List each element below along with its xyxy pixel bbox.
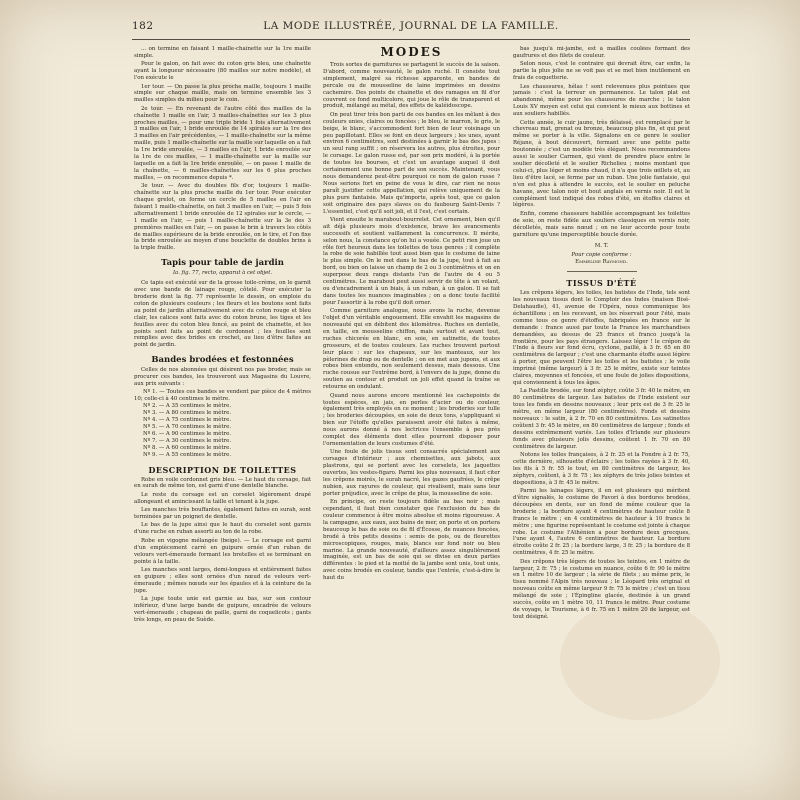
section-divider bbox=[567, 271, 637, 272]
paragraph: Robe en voile cordonnet gris bleu. — Le haut du corsage, fait en surah de même ton, est garni d'une dentelle blanche. bbox=[134, 476, 311, 490]
signature-note: Pour copie conforme : bbox=[571, 252, 632, 259]
paragraph: En principe, on reste toujours fidèle au bas noir ; mais cependant, il faut bien constater que l'exclusion du bas de couleur commence à être moins absolue et moins rigoureuse. A la campagne, aux eaux, aux bains de mer, on porte et on portera beaucoup le bas de soie ou de fil d'Écosse, de nuances foncées, brodé à très petits dessins : semis de pois, ou de fleurettes microscopiques, rouges, mais, blancs sur fond noir ou bleu marine. La grande nouveauté, d'ailleurs assez singulièrement imaginée, est un bas de soie qui se divise en deux parties différentes : le pied et la moitié de la jambe sont unis, tout unis, avec coins brodés en couleur, tandis que l'entrée, c'est-à-dire le haut du bbox=[323, 499, 500, 582]
signature-name: Emmeline Raymond. bbox=[575, 259, 628, 266]
paragraph: Les manches sont larges, demi-longues et entièrement faites en guipure ; elles sont ornées d'un nœud de velours vert-émeraude ; mêmes nœuds sur les épaules et à la ceinture de la jupe. bbox=[134, 566, 311, 594]
paragraph: bas jusqu'à mi-jambe, est à mailles coulées formant des gaufrures et des filets de couleur. bbox=[513, 46, 690, 59]
header-rule bbox=[132, 39, 690, 40]
modes-heading: MODES bbox=[380, 46, 443, 59]
running-title: LA MODE ILLUSTRÉE, JOURNAL DE LA FAMILLE. bbox=[263, 20, 559, 32]
column-right bbox=[513, 46, 690, 792]
signature-initials: M. T. bbox=[594, 243, 609, 250]
paragraph: Les crêpons légers, les toiles, les batistes de l'Inde, tels sont les nouveaux tissus dont le Comptoir des Indes (maison Bisé-Delahaudie), 41, avenue de l'Opéra, nous communique les échantillons ; en les recevant, on les réservait pour l'été, mais comme tous ce genre d'étoffes, fabriquées en france sur le demande : france aussi par toute la France les marchandises demandées, au dessus de 25 francs et franco jusqu'à la frontière, pour les pays étrangers. Laissez léger ! le crépon de l'Inde à fleurs sur fond écru, cyclone, paillé, à 3 fr. 65 en 80 centimètres de largeur ; c'est une charmante étoffe aussi légère à porter, que peuvent l'être les toiles et les batistes ; le voile imprimé (même largeur) à 3 fr. 25 le mètre, existe sur teintes claires, moyennes et foncées, et une foule de jolies dispositions, qui conviennent à tous les âges. bbox=[513, 290, 690, 386]
paragraph: Enfin, comme chaussure habillée accompagnant les toilettes de soie, on reste fidèle aux souliers classiques en vernis noir, décolletés, mais sans nœud ; on ne leur accorde pour toute garniture qu'une imperceptible boucle dorée. bbox=[513, 210, 690, 238]
list-item: Nº 3. — A 80 centimes le mètre. bbox=[143, 410, 232, 417]
list-item: Nº 7. — A 30 centimes le mètre. bbox=[143, 437, 232, 444]
list-item: Nº 9. — A 55 centimes le mètre. bbox=[143, 451, 232, 458]
paragraph: Comme garniture analogue, nous avons la ruche, devenue l'objet d'un véritable engouement. Elle envahit les magasins de nouveauté qui en débitent des kilomètres. Ruches en dentelle, en taille, en mousseline chiffon, mais surtout et avant tout, ruches chicorée en blanc, en soie, en satinette, de toutes grosseurs, et de toutes couleurs. Les ruches trouvent partout leur place : sur les chapeaux, sur les manteaux, sur les pèlerines de drap ou de dentelle ; on en met aux jupons, et aux robes bien entendu, non seulement dessus, mais dessous. Une ruche cousue sur l'extrême bord, à l'envers de la jupe, donne du soutien au contour et produit un joli effet quand la traîne se retourne en ondulant. bbox=[323, 308, 500, 391]
paragraph: On peut tirer très bon parti de ces bandes en les mêlant à des couleurs unies, claires ou foncées ; le bleu, le marron, le gris, le beige, le blanc, s'accommodent fort bien de leur voisinage un peu papillotant. Elles se font en deux largeurs ; les unes, ayant environ 6 centimètres, sont destinées à garnir le bas des jupes : un seul rang suffit ; on réservera les autres, plus étroites, pour le corsage. Le galon russe est, par son prix modéré, à la portée de toutes les bourses, et c'est un avantage auquel il doit certainement une bonne part de son succès. Maintenant, vous nous demanderez peut-être pourquoi ce nom de galon russe ? Nous serions fort en peine de vous le dire, car rien ne nous paraît justifier cette appellation, qui relève uniquement de la plus pure fantaisie. Mais qu'importe, après tout, que ce galon soit originaire des pays slaves ou du faubourg Saint-Denis ? L'essentiel, c'est qu'il soit joli, et il l'est, c'est certain. bbox=[323, 111, 500, 215]
paragraph: Trois sortes de garnitures se partagent le succès de la saison. D'abord, comme nouveauté, le galon ruché. Il consiste tout simplement, malgré sa richesse apparente, en bandes de percale ou de mousseline de laine imprimées en dessins cachemire. Des points de chainette et des ramages en fil d'or couvrent ce fond multicolore, qui joue le rôle de transparent et produit, mélangé au métal, des effets de kaléidoscope. bbox=[323, 62, 500, 110]
paragraph: Vient ensuite le marabout-bourrelet. Cet ornement, bien qu'il ait déjà plusieurs mois d'existence, brave les avancements successifs et soutient vaillamment la concurrence. Il mérite, selon nous, la constance qu'on lui a vouée. Ce petit rien joue un rôle fort heureux dans les toilettes de tous genres ; il complète la robe de soie habillée tout aussi bien que le costume de laine le plus simple. On le met dans le bas de la jupe, tout à fait au bord, ou bien on laisse un champ de 2 ou 3 centimètres et on en superpose deux rangs distants l'un de l'autre de 4 ou 5 centimètres. Le marabout peut aussi servir de tête à un volant, ou d'encadrement à un biais, à un ruban, à un galon. Il se fait dans toutes les nuances imaginables ; on a donc toute facilité pour l'assortir à la robe qu'il doit orner. bbox=[323, 216, 500, 306]
page-number: 182 bbox=[132, 20, 154, 32]
paragraph: Pour le galon, on fait avec du coton gris bleu, une chaînette ayant la longueur nécessaire (80 mailles sur notre modèle), et l'on exécute le bbox=[134, 61, 311, 82]
bandes-price-list bbox=[134, 389, 311, 458]
paragraph: Une foule de jolis tissus sont consacrés spécialement aux corsages d'intérieur ; aux chemisettes, aux jabots, aux plastrons, qui se portent avec les corselets, les jaquettes ouvertes, les vestes-figaro. Parmi les plus nouveaux, il faut citer les crêpons moirés, le surah nacré, les gazes gaufrées, le crêpe nubien, aux rayures de couleur, qui rivalisent, mais sans leur porter préjudice, avec le crêpe de plus, la mousseline de soie. bbox=[323, 449, 500, 497]
list-item: Nº 6. — A 90 centimes le mètre. bbox=[143, 430, 232, 437]
tissus-heading: TISSUS D'ÉTÉ bbox=[566, 278, 637, 289]
paragraph: Le reste du corsage est un corselet légèrement drapé allongeant et amincissant la taille et tenant à la jupe. bbox=[134, 491, 311, 505]
list-item: Nº 1. — Toutes ces bandes se vendent par pièce de 4 mètres 10; celle-ci à 40 centimes le mètre. bbox=[134, 389, 311, 403]
column-middle bbox=[323, 46, 500, 792]
paragraph: Les chaussures, hélas ! sont relevenues plus pointues que jamais : c'est la terreur en permanence. Le talon plat est abandonné, même pour les chaussures de marche ; le talon Louis XV moyen est celui qui convient le mieux aux bottines et aux souliers habillés. bbox=[513, 83, 690, 118]
paragraph: Cette année, le cuir jaune, très délaissé, est remplacé par le chevreau mat, grenat ou bronze, beaucoup plus fin, et qui peut même se porter à la ville. Signalons en ce genre le soulier Réjane, à bout découvert, fermant avec une petite patte boutonnée ; c'est un modèle très élégant. Nous recommandons aussi le soulier Carmen, qui vient de prendre place entre le soulier décolleté et le soulier Richelieu ; moins montant que celui-ci, plus léger et moins chaud, il n'a que trois œillets et, au lieu d'être lacé, se ferme par un ruban. Une jolie fantaisie, qui n'en est plus à attendre le succès, est le soulier en peluche havane, avec talon noir et bout anglais en vernis noir. Il est le complément tout indiqué des robes d'été, en étoffes claires et légères. bbox=[513, 119, 690, 209]
bandes-heading: Bandes brodées et festonnées bbox=[151, 355, 294, 366]
paragraph: Quand nous aurons encore mentionné les cachepoints de toutes espèces, en jais, en perles d'acier ou de couleur, également très employés en ce moment ; les broderies sur tulle ; les broderies découpées, en soie de deux tons, s'appliquant si bien sur l'étoffe qu'elles paraissent avoir été faites à même, nous aurons donné à nos lectrices l'ensemble à peu près complet des éléments dont elles pourront disposer pour l'ornementation de leurs costumes d'été. bbox=[323, 392, 500, 447]
paragraph: Le bas de la jupe ainsi que le haut du corselet sont garnis d'une ruche en ruban assorti au ton de la robe. bbox=[134, 522, 311, 536]
description-heading: DESCRIPTION DE TOILETTES bbox=[148, 464, 297, 475]
paragraph: Parmi les lainages légers, il en est plusieurs qui méritent d'être signalés, le costume de Favori à des bordures brodées, découpées en dents, sur un fond de même couleur que la broderie ; la bordure ayant 4 centimètres de hauteur coûte 8 francs le mètre ; en 4 centimètres de hauteur à 10 francs le mètre ; une figurine représentant le costume est jointe à chaque robe. Le costume l'Athénien a pour bordure deux grecques, l'une ayant 4, l'autre 6 centimètres de hauteur. La bordure étroite coûte 2 fr. 25 ; la bordure large, 3 fr. 25 ; la bordure de 8 centimètres, 4 fr. 25 le mètre. bbox=[513, 488, 690, 557]
paragraph: Robe en vigogne mélangée (beige). — Le corsage est garni d'un empiècement carré en guipure ornée d'un ruban de velours vert-émeraude formant les bretelles et se terminant en pointe à la taille. bbox=[134, 537, 311, 565]
paragraph: 1er tour. — On passe la plus proche maille, toujours 1 maille simple sur chaque maille, mais on termine ensemble les 3 mailles simples du milieu pour le coin. bbox=[134, 83, 311, 104]
list-item: Nº 5. — A 70 centimes le mètre. bbox=[143, 424, 232, 430]
paragraph: Des crêpons très légers de toutes les teintes, en 1 mètre de largeur, 2 fr. 75 ; le costume en nuance, coûte 6 fr. 90 le mètre en 1 mètre 10 de largeur ; la série de filets ; au même prix, le tissu nommé l'Alpin très nouveau ; le Léopard très original et nouveau coûte en même largeur 9 fr. 75 le mètre ; c'est un tissu mélangé de soie ; l'Épingline glacée, destinée à un grand succès, coûte en 1 mètre 10, 11 francs le mètre. Pour costume de voyage, le Tourisme, à 6 fr. 75 en 1 mètre 20 de largeur, est tout désigné. bbox=[513, 558, 690, 620]
paragraph: La Pastille brodée, sur fond zéphyr, coûte 3 fr. 40 le mètre, en 80 centimètres de largeur. Les batistes de l'Inde existent sur tous les fonds en dessins nouveaux ; leur prix est de 3 fr. 25 le mètre, en même largeur (80 centimètres). Fonds et dessins nouveaux : le satin, à 2 fr. 70 en 80 centimètres. Les satinettes coûtent 3 fr. 45 le mètre, en 80 centimètres de largeur ; fonds et dessins extrêmement variés. Les toiles d'Irlande sur plusieurs fonds avec plusieurs jolis dessins, coûtent 1 fr. 70 en 80 centimètres de largeur. bbox=[513, 388, 690, 450]
list-item: Nº 4. — A 75 centimes le mètre. bbox=[143, 417, 232, 424]
paragraph: Celles de nos abonnées qui désirent nos pas broder, mais se procurer ces bandes, les trouveront aux Magasins du Louvre, aux prix suivants : bbox=[134, 367, 311, 388]
paragraph: Les manches très bouffantes, également faites en surah, sont terminées par un poignet de dentelle. bbox=[134, 507, 311, 521]
paragraph: ... on termine en faisant 1 maille-chaînette sur la 1re maille simple. bbox=[134, 46, 311, 59]
paragraph: 2e tour. — En revenant de l'autre côté des mailles de la chaînette 1 maille en l'air, 3 mailles-chaînettes sur les 3 plus proches mailles, — pour une triple bride 1 fois alternativement 3 mailles en l'air, 1 bride enroulée de 14 spirales sur la 1re des 3 mailles en l'air précédentes, — 1 maille-chaînette sur la même maille, puis 1 maille-chaînette sur la maille sur laquelle on a fait la 1re bride enroulée, — 3 mailles en l'air, 1 bride enroulée sur la 1re de ces mailles, — 1 maille-chaînette sur la maille sur laquelle on a fait la 1re bride enroulée, — on passe 1 maille de la chaînette, — 6 mailles-chaînettes sur les 6 plus proches mailles, — on recommence depuis *. bbox=[134, 105, 311, 181]
paragraph: La jupe toute unie est garnie au bas, sur son contour inférieur, d'une large bande de guipure, encadrée de velours vert-émeraude ; chapeau de paille, garni de coquelicots ; gants très longs, en peau de Suède. bbox=[134, 596, 311, 623]
list-item: Nº 8. — A 60 centimes le mètre. bbox=[143, 444, 232, 451]
tapis-heading: Tapis pour table de jardin bbox=[161, 258, 284, 269]
tapis-subtitle: Ia. fig. 77, recto, apparut à cet objet. bbox=[172, 270, 273, 277]
paragraph: Notons les toiles françaises, à 2 fr. 25 et la Fondre à 2 fr. 75, cette dernière, silhouette d'éclairs ; les toiles rayées à 3 fr. 40, les fils à 5 fr. 55 le tout, en 80 centimètres de largeur, les zéphyrs, coûtent, à 3 fr. 75 ; les zéphyrs de très jolies teintes et dispositions, à 3 fr. 45 le mètre. bbox=[513, 452, 690, 486]
paragraph: Selon nous, c'est le contraire qui devrait être, car enfin, la partie la plus jolie ne se voit pas et se met bien inutilement en frais de coquetterie. bbox=[513, 61, 690, 82]
column-left bbox=[134, 46, 311, 792]
running-header bbox=[132, 20, 690, 36]
paragraph: Ce tapis est exécuté sur de la grosse toile-crème, on le garnit avec une bande de lainage rouge, côtelé. Pour exécuter la broderie dont la fig. 77 représente le dessin, on emploie du coton de plusieurs couleurs ; les fleurs et les boutons sont faits au point de jardin alternativement avec du coton rouge et bleu clair, les calices sont faits avec du coton brune, les tiges et les feuilles avec du coton bleu foncé, au point de chainette, et les points sont faits au point de cordonnet ; les feuilles sont remplies avec des brides en crochet, au lieu d'être faites au point de jardin. bbox=[134, 280, 311, 349]
paragraph: 3e tour. — Avec du doubles fils d'or, toujours 1 maille-chaînette sur la plus proche maille du 1er tour. Pour exécuter chaque grelot, on forme un cercle de 5 mailles en l'air en faisant 1 maille-chaînette, on fait 3 mailles en l'air, — puis 5 fois alternativement 1 bride enroulée de 12 spirales sur le cercle, — 1 maille en l'air, — puis 1 maille-chaînette sur la 3e des 3 premières mailles en l'air, — on passe le brin à travers les côtés de mailles supérieure de la bride enroulée, on le tire, et l'on fixe la bride enroulée au moyen d'une bouclette de doubles brins à la triple fraille. bbox=[134, 183, 311, 252]
list-item: Nº 2. — A 35 centimes le mètre. bbox=[143, 403, 232, 410]
